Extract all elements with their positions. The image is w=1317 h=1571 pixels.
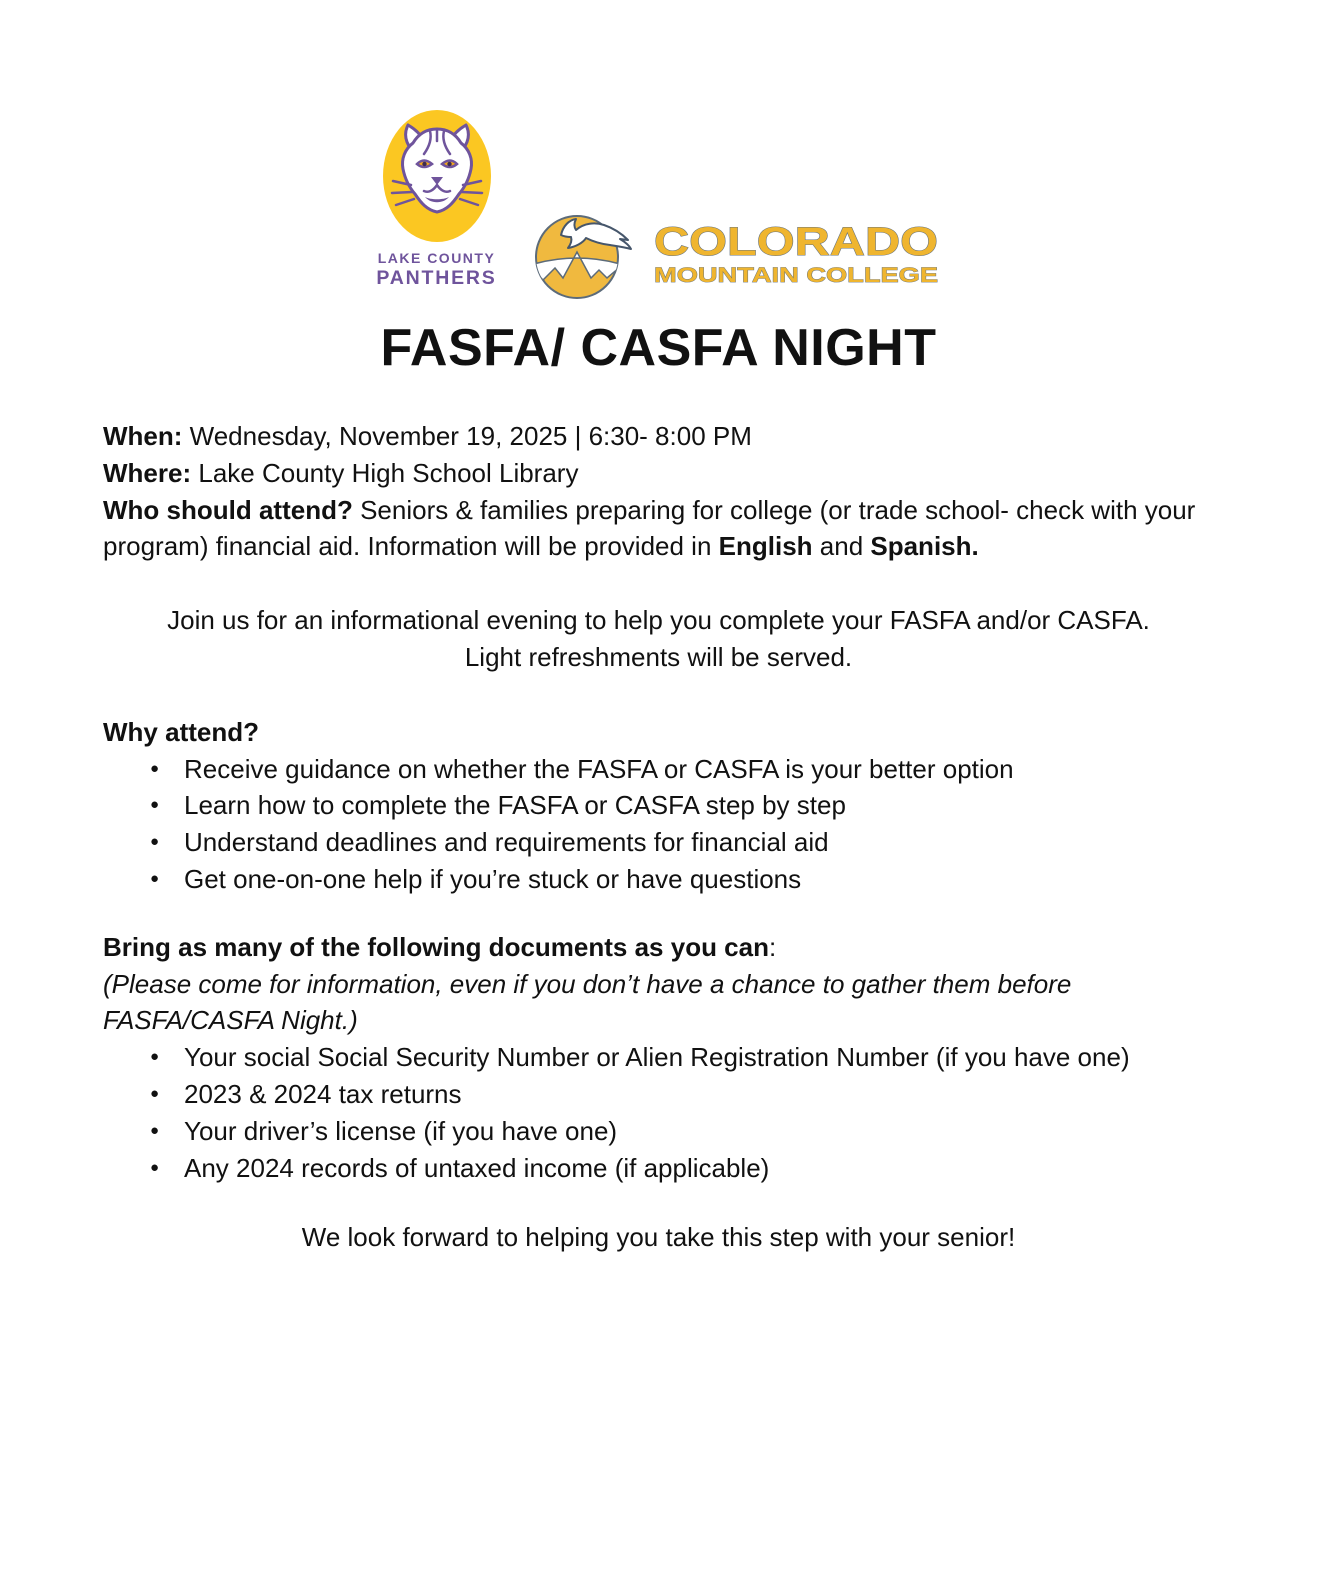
- list-item: [103, 824, 1214, 861]
- who-bold-spanish: Spanish.: [870, 531, 979, 562]
- who-label: Who should attend?: [103, 494, 353, 525]
- list-item-text: Your driver’s license (if you have one): [184, 1115, 618, 1146]
- list-item-text: Understand deadlines and requirements for financial aid: [184, 827, 829, 858]
- mountain-eagle-icon: [527, 210, 639, 300]
- when-label: When:: [103, 421, 183, 451]
- list-item: [103, 861, 1214, 898]
- list-item-text: Your social Social Security Number or Alien Registration Number (if you have one): [184, 1042, 1130, 1073]
- lake-county-panthers-logo: [376, 109, 496, 290]
- bullet-icon: ●: [150, 1158, 160, 1176]
- bullet-icon: ●: [150, 1084, 160, 1102]
- bring-note: (Please come for information, even if you don’t have a chance to gather them before FASFA/CASFA Night.): [103, 968, 1072, 1036]
- list-item-text: 2023 & 2024 tax returns: [184, 1078, 462, 1109]
- who-line: [103, 492, 1214, 566]
- documents-list: [103, 1039, 1214, 1186]
- list-item-text: Get one-on-one help if you’re stuck or have questions: [184, 863, 802, 894]
- bullet-icon: ●: [150, 833, 160, 851]
- why-attend-section: [103, 714, 1214, 898]
- why-attend-list: [103, 751, 1214, 898]
- bring-heading-colon: :: [768, 931, 777, 962]
- when-line: [103, 418, 1214, 455]
- bring-heading: Bring as many of the following documents as you can:: [103, 931, 777, 962]
- cmc-wordmark-line1: COLORADO: [653, 222, 938, 264]
- bullet-icon: ●: [150, 1121, 160, 1139]
- where-line: [103, 455, 1214, 492]
- list-item-text: Receive guidance on whether the FASFA or CASFA is your better option: [184, 753, 1014, 784]
- list-item: [103, 1113, 1214, 1150]
- who-text-and: and: [812, 531, 871, 562]
- list-item: [103, 1039, 1214, 1076]
- when-value: Wednesday, November 19, 2025 | 6:30- 8:00 PM: [189, 421, 752, 451]
- bring-documents-section: [103, 929, 1214, 1187]
- list-item: [103, 1150, 1214, 1187]
- list-item-text: Any 2024 records of untaxed income (if applicable): [184, 1152, 770, 1183]
- intro-line2: Light refreshments will be served.: [464, 641, 853, 672]
- who-bold-english: English: [718, 531, 813, 562]
- cmc-wordmark: [651, 222, 941, 288]
- event-details: [103, 418, 1214, 565]
- panthers-logo-text-line1: LAKE COUNTY: [377, 250, 496, 266]
- list-item: [103, 787, 1214, 824]
- logo-row: [0, 0, 1317, 300]
- panther-head-icon: [381, 109, 493, 245]
- where-label: Where:: [103, 457, 192, 488]
- bullet-icon: ●: [150, 869, 160, 887]
- colorado-mountain-college-logo: [527, 210, 941, 300]
- list-item: [103, 1076, 1214, 1113]
- bullet-icon: ●: [150, 759, 160, 777]
- bullet-icon: ●: [150, 796, 160, 814]
- why-attend-heading: Why attend?: [103, 716, 259, 747]
- list-item: [103, 751, 1214, 788]
- page-title: FASFA/ CASFA NIGHT: [380, 319, 937, 377]
- cmc-wordmark-line2: MOUNTAIN COLLEGE: [653, 264, 938, 287]
- panthers-logo-text-line2: PANTHERS: [376, 267, 497, 289]
- intro-paragraph: [103, 602, 1214, 676]
- intro-line1: Join us for an informational evening to help you complete your FASFA and/or CASFA.: [167, 605, 1150, 636]
- who-text: Seniors & families preparing for college (or trade school- check with your program) financial aid. Information will be provided in: [103, 494, 1196, 562]
- closing-line: We look forward to helping you take this step with your senior!: [301, 1222, 1016, 1253]
- list-item-text: Learn how to complete the FASFA or CASFA step by step: [184, 790, 846, 821]
- bullet-icon: ●: [150, 1048, 160, 1066]
- where-value: Lake County High School Library: [198, 457, 579, 488]
